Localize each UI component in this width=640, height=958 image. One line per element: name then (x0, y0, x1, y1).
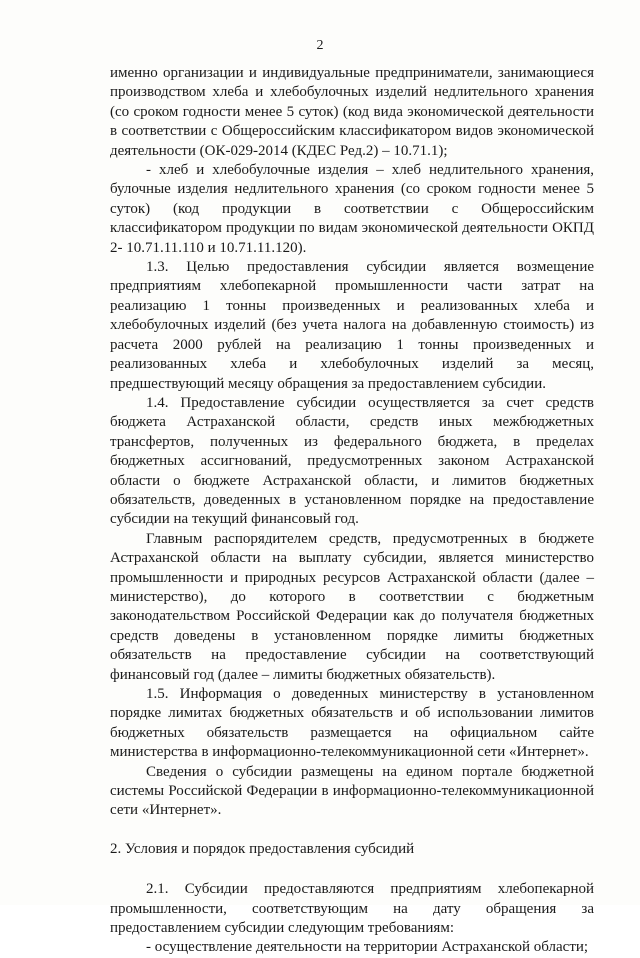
paragraph-1-4-funding: 1.4. Предоставление субсидии осуществляется за счет средств бюджета Астраханской области, средств иных межбюджетных трансфертов, полученных из федерального бюджета, в пределах бюджетных ассигнований, предусмотренных законом Астраханской области о бюджете Астраханской области, и лимитов бюджетных обязательств, доведенных в установленном порядке на предоставление субсидии на текущий финансовый год. (110, 394, 594, 528)
paragraph-1-5-information: 1.5. Информация о доведенных министерству в установленном порядке лимитах бюджетных обязательств и об использовании лимитов бюджетных обязательств размещается на официальном сайте министерства в информационно-телекоммуникационной сети «Интернет». (110, 686, 594, 761)
page-number: 2 (316, 38, 324, 53)
section-heading: 2. Условия и порядок предоставления субсидий (110, 840, 415, 857)
paragraph-bread-definition: - хлеб и хлебобулочные изделия – хлеб недлительного хранения, булочные изделия недлительного хранения (со сроком годности менее 5 суток) (код продукции в соответствии с Общероссийским классификатором продукции по видам экономической деятельности ОКПД 2- 10.71.11.110 и 10.71.11.120). (110, 162, 594, 256)
paragraph-main-administrator: Главным распорядителем средств, предусмотренных в бюджете Астраханской области на выплату субсидии, является министерство промышленности и природных ресурсов Астраханской области (далее – министерство), до которого в соответствии с бюджетным законодательством Российской Федерации как до получателя бюджетных средств доведены в установленном порядке лимиты бюджетных обязательств на предоставление субсидии на соответствующий финансовый год (далее – лимиты бюджетных обязательств). (110, 530, 594, 683)
document-body (110, 64, 594, 958)
paragraph-requirement-territory: - осуществление деятельности на территории Астраханской области; (146, 939, 589, 956)
paragraph-1-3-purpose: 1.3. Целью предоставления субсидии является возмещение предприятиям хлебопекарной промышленности части затрат на реализацию 1 тонны произведенных и реализованных хлеба и хлебобулочных изделий (без учета налога на добавленную стоимость) из расчета 2000 рублей на реализацию 1 тонны произведенных и реализованных хлеба и хлебобулочных изделий за месяц, предшествующий месяцу обращения за предоставлением субсидии. (110, 259, 594, 392)
paragraph-organizations: именно организации и индивидуальные предприниматели, занимающиеся производством хлеба и хлебобулочных изделий недлительного хранения (со сроком годности менее 5 суток) (код вида экономической деятельности в соответствии с Общероссийским классификатором видов экономической деятельности (ОК-029-2014 (КДЕС Ред.2) – 10.71.1); (110, 65, 594, 159)
paragraph-2-1-requirements: 2.1. Субсидии предоставляются предприятиям хлебопекарной промышленности, соответствующим на дату обращения за предоставлением субсидии следующим требованиям: (110, 881, 594, 937)
paragraph-portal-info: Сведения о субсидии размещены на едином портале бюджетной системы Российской Федерации в информационно-телекоммуникационной сети «Интернет». (110, 763, 594, 819)
